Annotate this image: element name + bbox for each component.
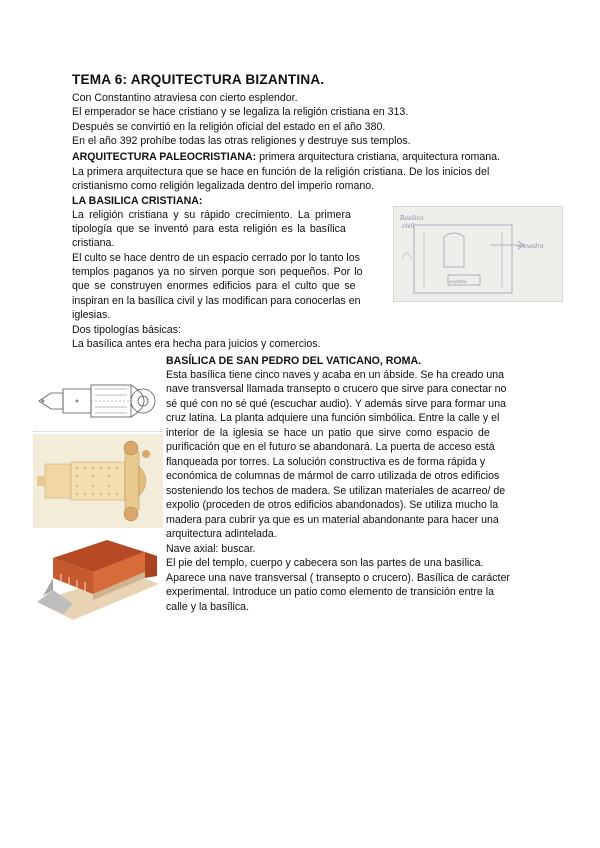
san-pedro-line: flanqueada por torres. La solución constructiva es de forma rápida y xyxy=(166,456,486,468)
san-pedro-line: cruz latina. La planta adquiere una función simbólica. Entre la calle y el xyxy=(166,412,500,424)
basilica-heading: LA BASILICA CRISTIANA: xyxy=(72,195,203,207)
san-pedro-line: experimental. Introduce un patio como elemento de transición entre la xyxy=(166,586,495,598)
paleo-heading: ARQUITECTURA PALEOCRISTIANA: xyxy=(72,151,257,163)
paleo-line: La primera arquitectura que se hace en función de la religión cristiana. De los inicios del xyxy=(72,166,490,178)
paleo-heading-line xyxy=(72,150,500,164)
sketch-label: → exedra xyxy=(516,243,544,250)
intro-line: El emperador se hace cristiano y se legaliza la religión cristiana en 313. xyxy=(72,106,409,118)
san-pedro-line: arquitectura adintelada. xyxy=(166,528,277,540)
intro-line: En el año 392 prohíbe todas las otras religiones y destruye sus templos. xyxy=(72,135,411,147)
san-pedro-heading: BASÍLICA DE SAN PEDRO DEL VATICANO, ROMA. xyxy=(166,355,422,367)
sketch-label: civil xyxy=(402,223,415,230)
basilica-line: inspiran en la basílica civil y las modifican para conocerlas en xyxy=(72,295,361,307)
sketch-label: exedra xyxy=(449,279,467,285)
intro-line: Después se convirtió en la religión oficial del estado en el año 380. xyxy=(72,121,386,133)
intro-line: Con Constantino atraviesa con cierto esplendor. xyxy=(72,92,298,104)
san-pedro-line: purificación que en el futuro se abandonará. La puerta de acceso está xyxy=(166,441,495,453)
basilica-line: tipología que se inventó para esta religión es la basílica xyxy=(72,223,346,235)
san-pedro-cutaway-model xyxy=(33,532,163,624)
paleo-heading-rest: primera arquitectura cristiana, arquitectura romana. xyxy=(256,151,500,163)
basilica-line: Dos tipologías básicas: xyxy=(72,324,181,336)
basilica-line: La basílica antes era hecha para juicios y comercios. xyxy=(72,338,321,350)
san-pedro-line: nave transversal llamada transepto o crucero que sirve para conectar no xyxy=(166,383,507,395)
san-pedro-line: sé qué con no sé qué (escuchar audio). Y además sirve para formar una xyxy=(166,398,506,410)
paleo-line: cristianismo como religión legalizada dentro del imperio romano. xyxy=(72,180,375,192)
basilica-line: templos paganos ya no sirven porque son pequeños. Por lo xyxy=(72,266,363,278)
san-pedro-line: calle y la basílica. xyxy=(166,601,250,613)
san-pedro-plan-drawing xyxy=(33,365,163,432)
san-pedro-colored-plan xyxy=(33,434,163,528)
san-pedro-line: Nave axial: buscar. xyxy=(166,543,256,555)
basilica-line: La religión cristiana y su rápido crecimiento. La primera xyxy=(72,209,351,221)
san-pedro-line: sosteniendo los techos de madera. Se utilizan materiales de acarreo/ de xyxy=(166,485,506,497)
sketch-label: Basílica xyxy=(400,215,424,222)
sketch-drawing xyxy=(394,207,562,301)
page-title: TEMA 6: ARQUITECTURA BIZANTINA. xyxy=(72,72,325,87)
san-pedro-line: Aparece una nave transversal ( transepto o crucero). Basílica de carácter xyxy=(166,572,510,584)
san-pedro-line: Esta basílica tiene cinco naves y acaba en un ábside. Se ha creado una xyxy=(166,369,505,381)
basilica-line: iglesias. xyxy=(72,309,111,321)
san-pedro-line: El pie del templo, cuerpo y cabecera son las partes de una basílica. xyxy=(166,557,484,569)
basilica-civil-sketch xyxy=(393,206,563,302)
basilica-line: El culto se hace dentro de un espacio cerrado por lo tanto los xyxy=(72,252,360,264)
san-pedro-line: madera para cubrir ya que es un material abandonante para hacer una xyxy=(166,514,499,526)
basilica-line: que se construyen enormes edificios para el culto que se xyxy=(72,280,356,292)
san-pedro-line: expolio (proceden de otros edificios abandonados). Se utiliza mucho la xyxy=(166,499,499,511)
san-pedro-line: económica de columnas de mármol de carro utilizada de otros edificios xyxy=(166,470,500,482)
san-pedro-line: interior de la iglesia se hace un patio que sirve como espacio de xyxy=(166,427,490,439)
basilica-line: cristiana. xyxy=(72,237,115,249)
